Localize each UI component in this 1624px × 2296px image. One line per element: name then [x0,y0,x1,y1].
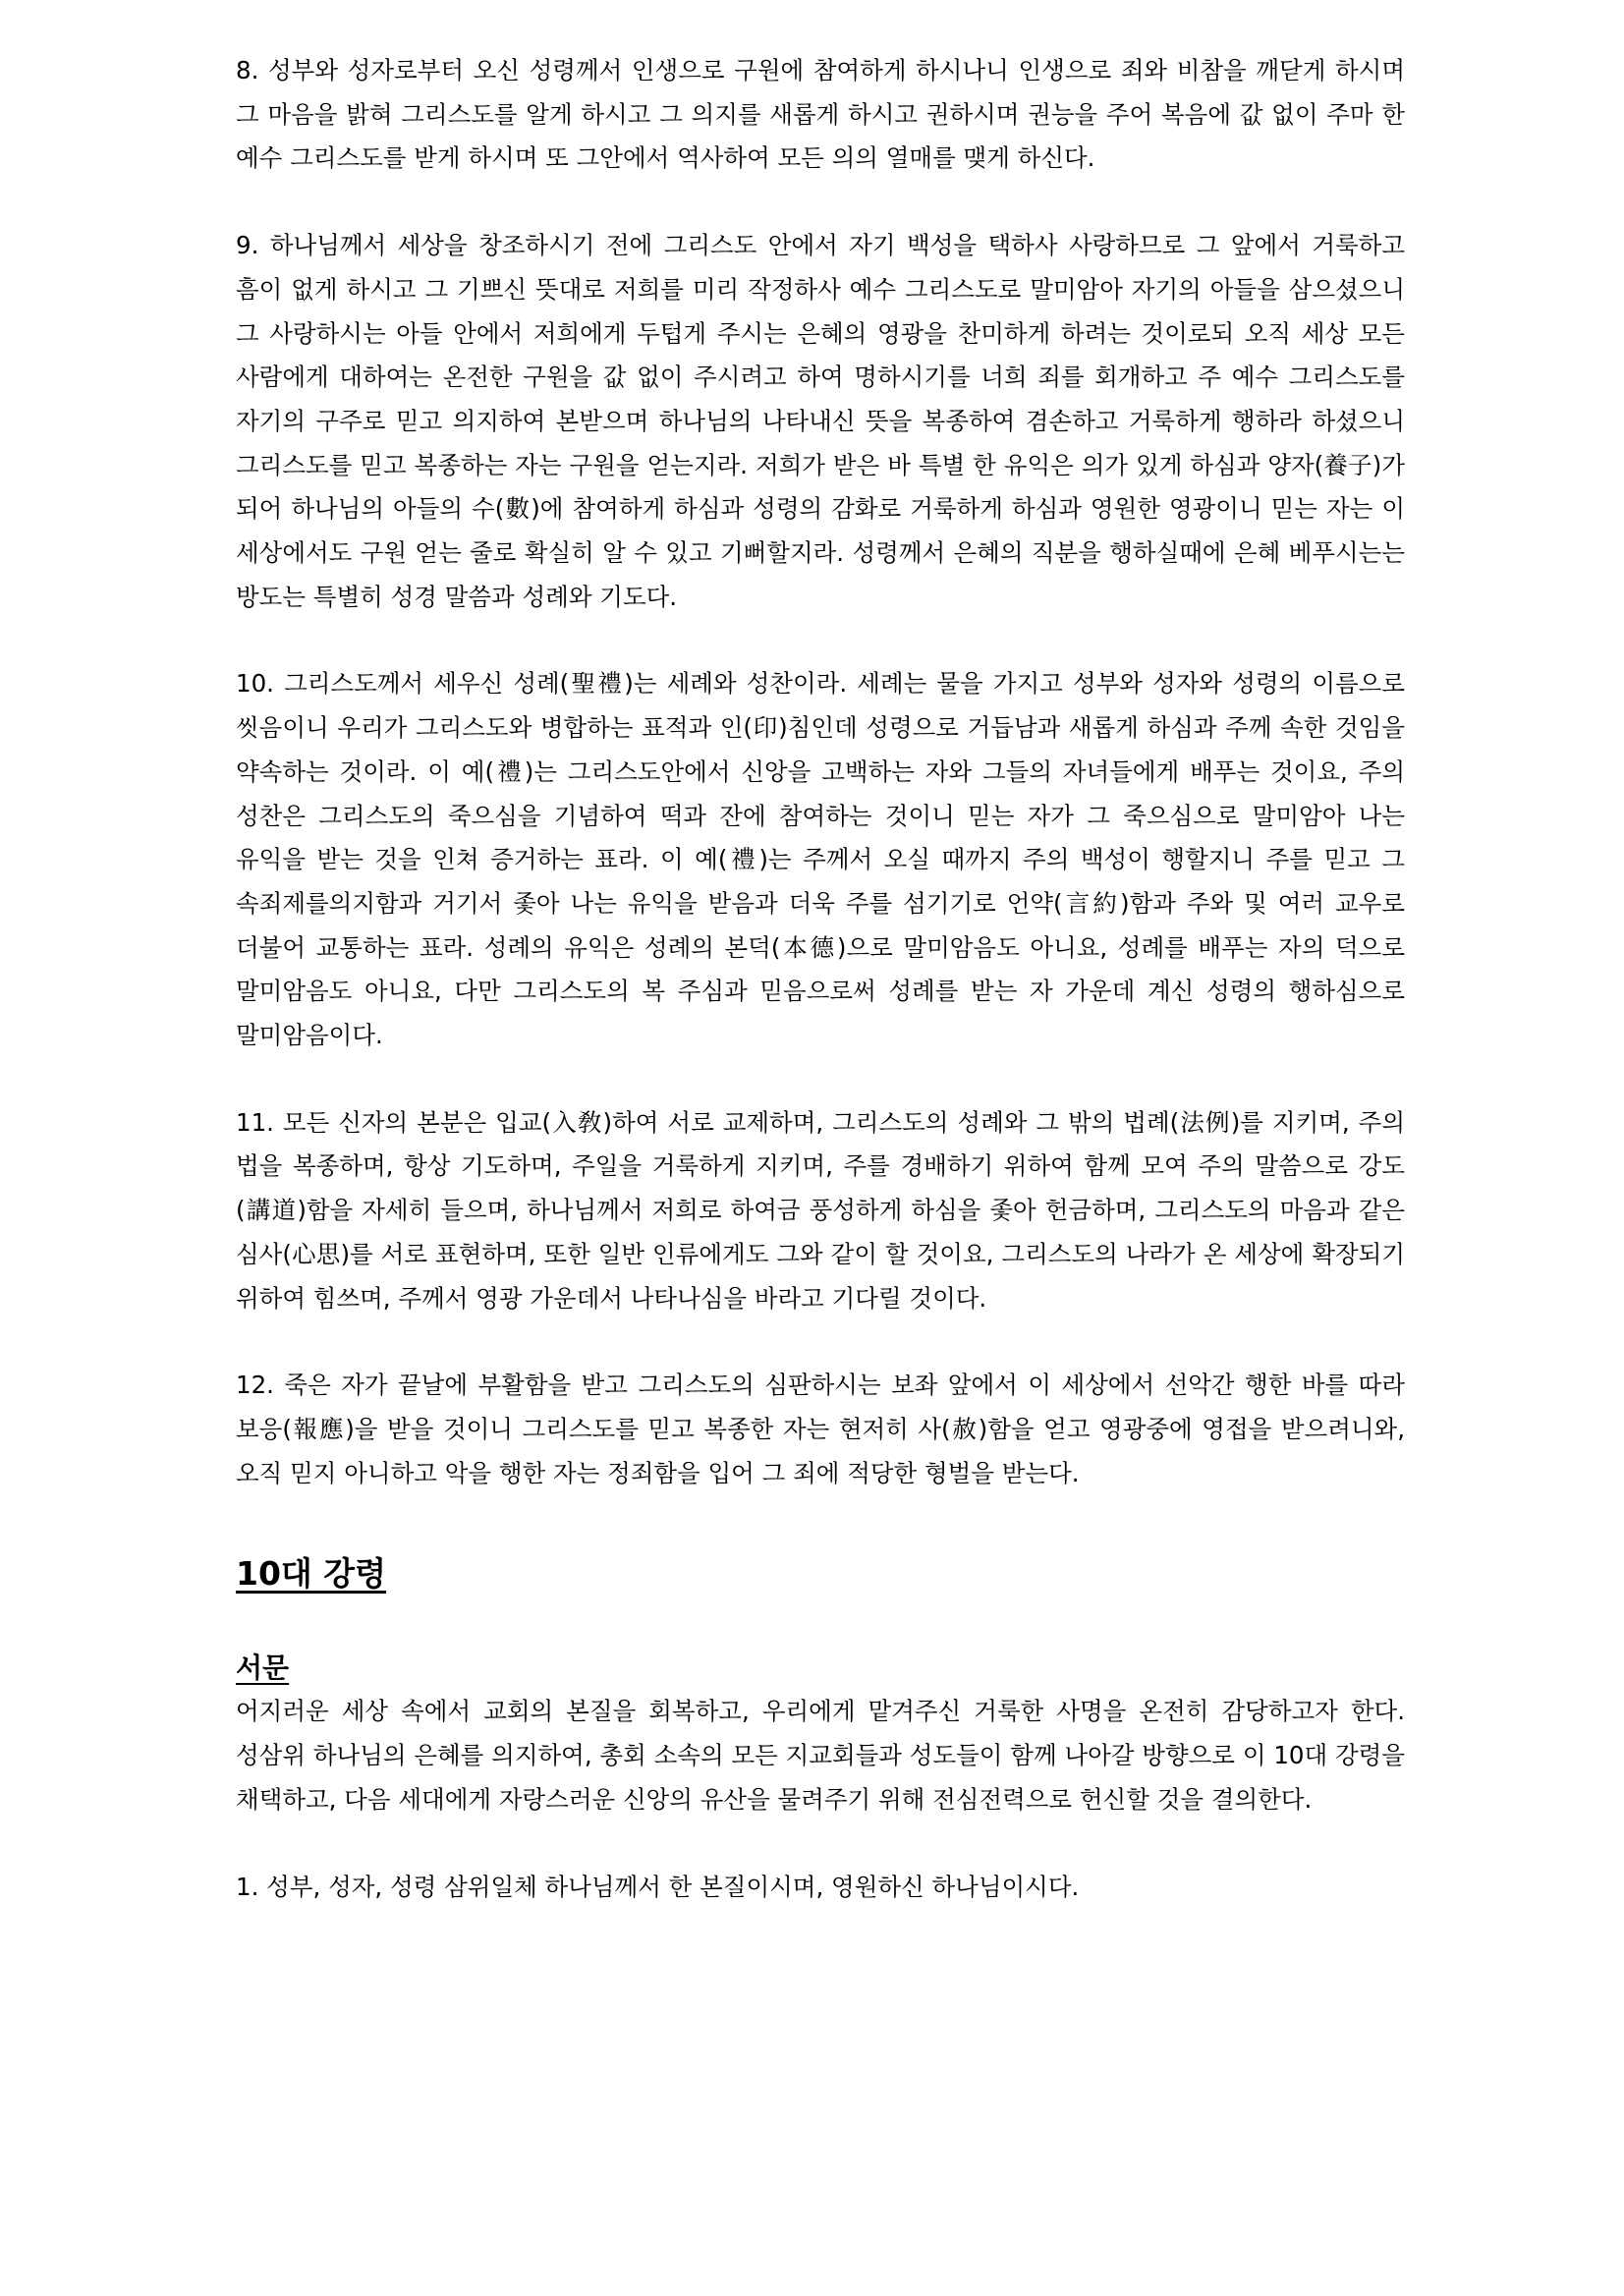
document-page [236,49,1405,1952]
preamble-text: 어지러운 세상 속에서 교회의 본질을 회복하고, 우리에게 맡겨주신 거룩한 사명을 온전히 감당하고자 한다. 성삼위 하나님의 은혜를 의지하여, 총회 소속의 모든 지교회들과 성도들이 함께 나아갈 방향으로 이 10대 강령을 채택하고, 다음 세대에게 자랑스러운 신앙의 유산을 물려주기 위해 전심전력으로 헌신할 것을 결의한다. [236,1697,1405,1814]
article-8: 8. 성부와 성자로부터 오신 성령께서 인생으로 구원에 참여하게 하시나니 인생으로 죄와 비참을 깨닫게 하시며 그 마음을 밝혀 그리스도를 알게 하시고 그 의지를 새롭게 하시고 권하시며 권능을 주어 복음에 값 없이 주마 한 예수 그리스도를 받게 하시며 또 그안에서 역사하여 모든 의의 열매를 맺게 하신다. [236,56,1405,173]
article-11: 11. 모든 신자의 본분은 입교(入敎)하여 서로 교제하며, 그리스도의 성례와 그 밖의 법례(法例)를 지키며, 주의 법을 복종하며, 항상 기도하며, 주일을 거룩하게 지키며, 주를 경배하기 위하여 함께 모여 주의 말씀으로 강도(講道)함을 자세히 들으며, 하나님께서 저희로 하여금 풍성하게 하심을 좇아 헌금하며, 그리스도의 마음과 같은 심사(心思)를 서로 표현하며, 또한 일반 인류에게도 그와 같이 할 것이요, 그리스도의 나라가 온 세상에 확장되기 위하여 힘쓰며, 주께서 영광 가운데서 나타나심을 바라고 기다릴 것이다. [236,1107,1405,1313]
article-10: 10. 그리스도께서 세우신 성례(聖禮)는 세례와 성찬이라. 세례는 물을 가지고 성부와 성자와 성령의 이름으로 씻음이니 우리가 그리스도와 병합하는 표적과 인(印)침인데 성령으로 거듭남과 새롭게 하심과 주께 속한 것임을 약속하는 것이라. 이 예(禮)는 그리스도안에서 신앙을 고백하는 자와 그들의 자녀들에게 배푸는 것이요, 주의 성찬은 그리스도의 죽으심을 기념하여 떡과 잔에 참여하는 것이니 믿는 자가 그 죽으심으로 말미암아 나는 유익을 받는 것을 인쳐 증거하는 표라. 이 예(禮)는 주께서 오실 때까지 주의 백성이 행할지니 주를 믿고 그 속죄제를의지함과 거기서 좇아 나는 유익을 받음과 더욱 주를 섬기기로 언약(言約)함과 주와 및 여러 교우로 더불어 교통하는 표라. 성례의 유익은 성례의 본덕(本德)으로 말미암음도 아니요, 성례를 배푸는 자의 덕으로 말미암음도 아니요, 다만 그리스도의 복 주심과 믿음으로써 성례를 받는 자 가운데 계신 성령의 행하심으로 말미암음이다. [236,669,1405,1050]
article-9: 9. 하나님께서 세상을 창조하시기 전에 그리스도 안에서 자기 백성을 택하사 사랑하므로 그 앞에서 거룩하고 흠이 없게 하시고 그 기쁘신 뜻대로 저희를 미리 작정하사 예수 그리스도로 말미암아 자기의 아들을 삼으셨으니 그 사랑하시는 아들 안에서 저희에게 두텁게 주시는 은혜의 영광을 찬미하게 하려는 것이로되 오직 세상 모든 사람에게 대하여는 온전한 구원을 값 없이 주시려고 하여 명하시기를 너희 죄를 회개하고 주 예수 그리스도를 자기의 구주로 믿고 의지하여 본받으며 하나님의 나타내신 뜻을 복종하여 겸손하고 거룩하게 행하라 하셨으니 그리스도를 믿고 복종하는 자는 구원을 얻는지라. 저희가 받은 바 특별 한 유익은 의가 있게 하심과 양자(養子)가 되어 하나님의 아들의 수(數)에 참여하게 하심과 성령의 감화로 거룩하게 하심과 영원한 영광이니 믿는 자는 이 세상에서도 구원 얻는 줄로 확실히 알 수 있고 기뻐할지라. 성령께서 은혜의 직분을 행하실때에 은혜 베푸시는는 방도는 특별히 성경 말씀과 성례와 기도다. [236,231,1405,611]
section-subheading: 서문 [236,1652,290,1685]
section-heading: 10대 강령 [236,1554,387,1594]
article-12: 12. 죽은 자가 끝날에 부활함을 받고 그리스도의 심판하시는 보좌 앞에서 이 세상에서 선악간 행한 바를 따라 보응(報應)을 받을 것이니 그리스도를 믿고 복종한 자는 현저히 사(赦)함을 얻고 영광중에 영접을 받으려니와, 오직 믿지 아니하고 악을 행한 자는 정죄함을 입어 그 죄에 적당한 형벌을 받는다. [236,1371,1405,1487]
platform-item-1: 1. 성부, 성자, 성령 삼위일체 하나님께서 한 본질이시며, 영원하신 하나님이시다. [236,1872,1080,1901]
